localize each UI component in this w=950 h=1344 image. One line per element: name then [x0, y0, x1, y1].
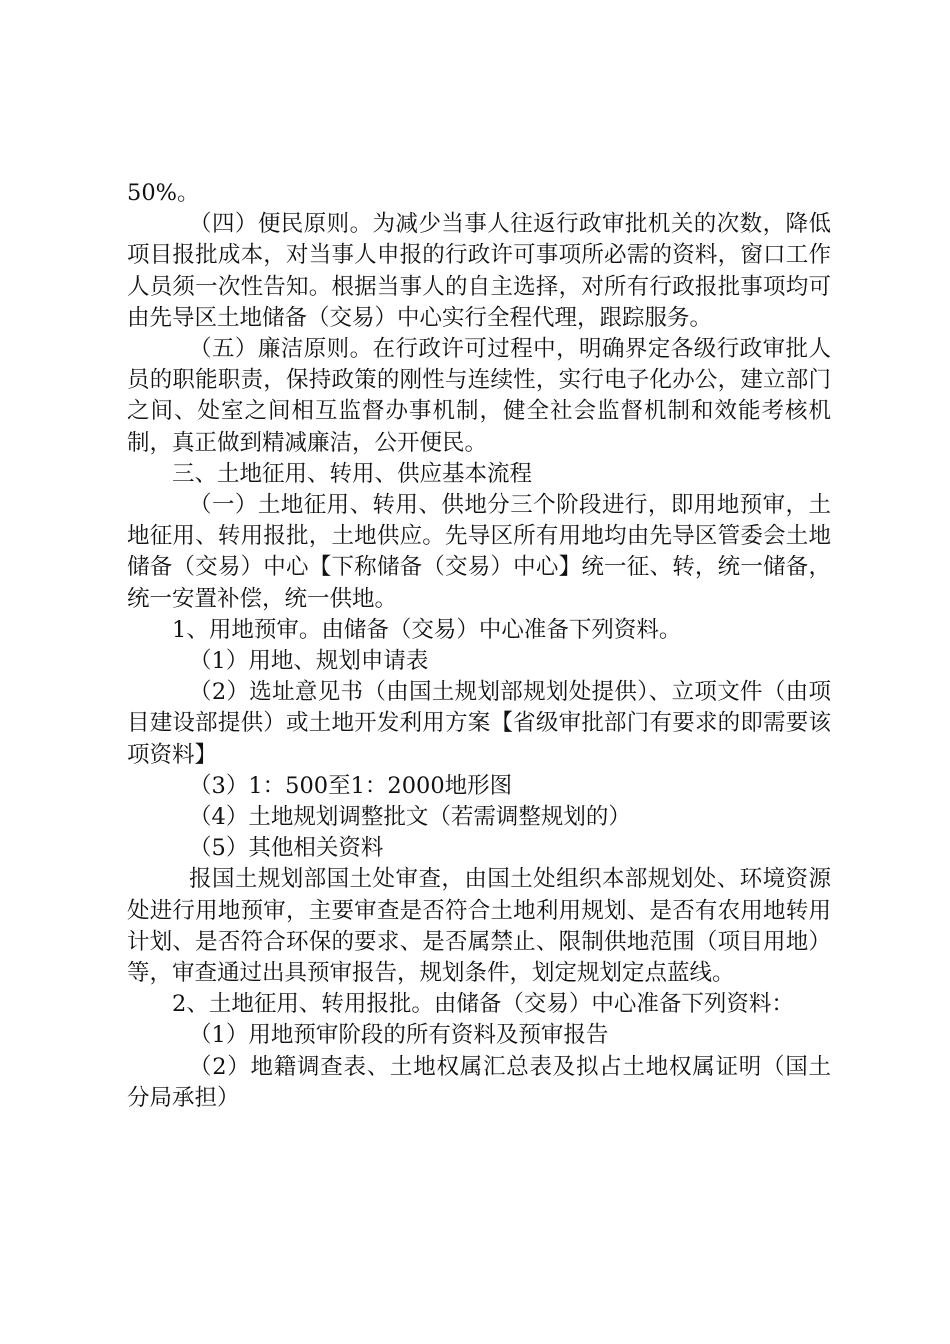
paragraph-three-stages: （一）土地征用、转用、供地分三个阶段进行，即用地预审，土地征用、转用报批，土地供应。先导区所有用地均由先导区管委会土地储备（交易）中心【下称储备（交易）中心】统一征、转，统一储备，统一安置补偿，统一供地。	[127, 492, 831, 612]
paragraph-requisition-approval: 2、土地征用、转用报批。由储备（交易）中心准备下列资料：	[172, 991, 794, 1018]
list-item-4: （4）土地规划调整批文（若需调整规划的）	[189, 804, 631, 831]
document-body	[127, 178, 831, 1114]
paragraph-convenience-principle: （四）便民原则。为减少当事人往返行政审批机关的次数，降低项目报批成本，对当事人申报的行政许可事项所必需的资料，窗口工作人员须一次性告知。根据当事人的自主选择，对所有行政报批事项均可由先导区土地储备（交易）中心实行全程代理，跟踪服务。	[127, 211, 831, 331]
list-item-2: （2）选址意见书（由国土规划部规划处提供）、立项文件（由项目建设部提供）或土地开发利用方案【省级审批部门有要求的即需要该项资料】	[127, 679, 831, 768]
section-heading-process: 三、土地征用、转用、供应基本流程	[172, 460, 533, 487]
paragraph-continuation: 50%。	[127, 180, 200, 206]
list-item-5: （5）其他相关资料	[189, 835, 384, 862]
paragraph-review-submission: 报国土规划部国土处审查，由国土处组织本部规划处、环境资源处进行用地预审，主要审查是否符合土地利用规划、是否有农用地转用计划、是否符合环保的要求、是否属禁止、限制供地范围（项目用地）等，审查通过出具预审报告，规划条件，划定规划定点蓝线。	[127, 866, 831, 987]
list-item-1: （1）用地、规划申请表	[189, 648, 429, 675]
list-item-approval-2: （2）地籍调查表、土地权属汇总表及拟占土地权属证明（国土分局承担）	[127, 1053, 831, 1111]
paragraph-pre-review: 1、用地预审。由储备（交易）中心准备下列资料。	[172, 616, 682, 643]
list-item-3: （3）1：500至1：2000地形图	[189, 772, 513, 799]
paragraph-integrity-principle: （五）廉洁原则。在行政许可过程中，明确界定各级行政审批人员的职能职责，保持政策的刚性与连续性，实行电子化办公，建立部门之间、处室之间相互监督办事机制，健全社会监督机制和效能考核机制，真正做到精减廉洁，公开便民。	[127, 336, 831, 456]
list-item-approval-1: （1）用地预审阶段的所有资料及预审报告	[189, 1022, 609, 1049]
